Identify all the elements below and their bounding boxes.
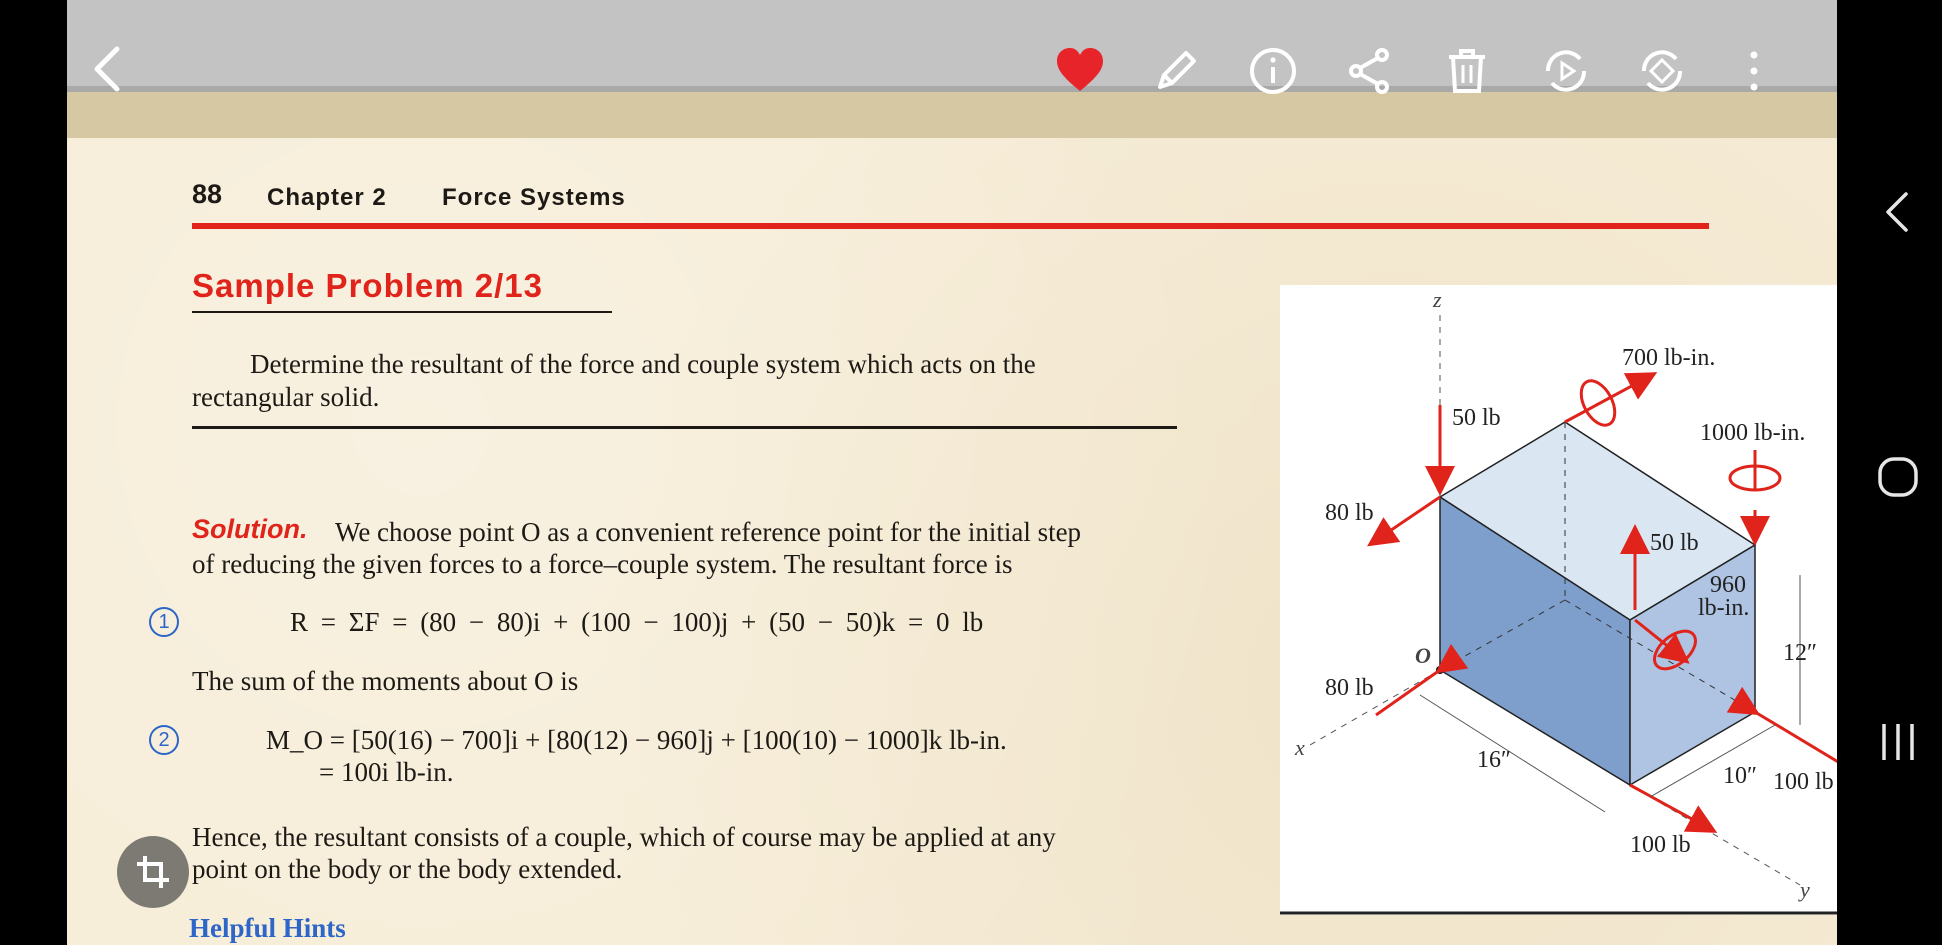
axis-y-label: y — [1800, 877, 1810, 902]
favorite-button[interactable] — [1052, 43, 1108, 99]
solution-line1: We choose point O as a convenient reference point for the initial step — [335, 517, 1082, 547]
equation-moment-line1: M_O = [50(16) − 700]i + [80(12) − 960]j + [100(10) − 1000]k lb-in. — [266, 725, 1007, 755]
problem-statement-line1: Determine the resultant of the force and couple system which acts on the — [250, 349, 1036, 379]
dim-12-label: 12″ — [1783, 640, 1817, 666]
nav-recents-icon — [1874, 718, 1922, 766]
image-viewer — [67, 0, 1837, 945]
solution-label: Solution. — [192, 514, 308, 544]
edit-pencil-icon — [1150, 45, 1202, 97]
force-100-bottom-label: 100 lb — [1630, 832, 1691, 858]
chapter-title: Force Systems — [442, 184, 626, 211]
force-80-bottom-arrow — [1376, 670, 1440, 715]
share-icon — [1344, 45, 1396, 97]
nav-back-button[interactable] — [1874, 188, 1922, 236]
crop-icon — [133, 852, 173, 892]
more-options-icon — [1728, 45, 1780, 97]
force-50-top-label: 50 lb — [1452, 405, 1501, 431]
chapter-label: Chapter 2 — [267, 184, 387, 211]
nav-home-icon — [1874, 453, 1922, 501]
problem-statement-line2: rectangular solid. — [192, 382, 380, 412]
remaster-button[interactable] — [1634, 43, 1690, 99]
viewer-toolbar — [67, 0, 1837, 92]
animation-icon — [1540, 45, 1592, 97]
equation-moment-line2: = 100i lb-in. — [319, 757, 454, 787]
helpful-hints-heading: Helpful Hints — [189, 913, 346, 943]
origin-label: O — [1415, 643, 1431, 668]
statement-rule — [192, 426, 1177, 429]
dim-16-label: 16″ — [1477, 747, 1511, 773]
info-button[interactable] — [1245, 43, 1301, 99]
nav-recents-button[interactable] — [1874, 718, 1922, 766]
hint-marker-1[interactable]: 1 — [149, 607, 179, 637]
back-button[interactable] — [81, 41, 133, 97]
conclusion-line2: point on the body or the body extended. — [192, 854, 623, 884]
force-100-right-arrow — [1755, 712, 1837, 763]
share-button[interactable] — [1342, 43, 1398, 99]
axis-z-label: z — [1433, 287, 1442, 312]
force-80-top-label: 80 lb — [1325, 500, 1374, 526]
animation-button[interactable] — [1538, 43, 1594, 99]
edit-button[interactable] — [1148, 43, 1204, 99]
remaster-icon — [1636, 45, 1688, 97]
axis-x-label: x — [1295, 735, 1305, 760]
nav-back-icon — [1874, 188, 1922, 236]
couple-700-vector — [1565, 375, 1652, 422]
couple-700-label: 700 lb-in. — [1622, 345, 1716, 371]
problem-title: Sample Problem 2/13 — [192, 267, 543, 304]
conclusion-line1: Hence, the resultant consists of a couple, which of course may be applied at any — [192, 822, 1056, 852]
back-arrow-icon — [81, 41, 133, 97]
couple-960-label-a: 960 — [1710, 572, 1746, 598]
force-80-top-arrow — [1372, 497, 1440, 543]
favorite-heart-icon — [1054, 45, 1106, 97]
solution-line2: of reducing the given forces to a force–couple system. The resultant force is — [192, 549, 1013, 579]
crop-button[interactable] — [117, 836, 189, 908]
more-options-button[interactable] — [1726, 43, 1782, 99]
delete-trash-icon — [1441, 45, 1493, 97]
force-80-bottom-label: 80 lb — [1325, 675, 1374, 701]
page-number: 88 — [192, 179, 223, 209]
equation-resultant-force: R = ΣF = (80 − 80)i + (100 − 100)j + (50 − 50)k = 0 lb — [290, 607, 984, 637]
couple-960-label-b: lb-in. — [1698, 595, 1750, 621]
info-icon — [1247, 45, 1299, 97]
force-100-bottom-arrow — [1630, 785, 1712, 830]
force-100-right-label: 100 lb — [1773, 769, 1834, 795]
force-50-right-label: 50 lb — [1650, 530, 1699, 556]
rectangular-solid-figure — [1280, 285, 1837, 915]
header-rule — [192, 223, 1709, 229]
nav-home-button[interactable] — [1874, 453, 1922, 501]
couple-1000-label: 1000 lb-in. — [1700, 420, 1806, 446]
title-underline — [192, 311, 612, 313]
hint-marker-2[interactable]: 2 — [149, 725, 179, 755]
moments-intro: The sum of the moments about O is — [192, 666, 579, 696]
figure-drawing — [1280, 285, 1837, 915]
dim-10-label: 10″ — [1723, 763, 1757, 789]
delete-button[interactable] — [1439, 43, 1495, 99]
